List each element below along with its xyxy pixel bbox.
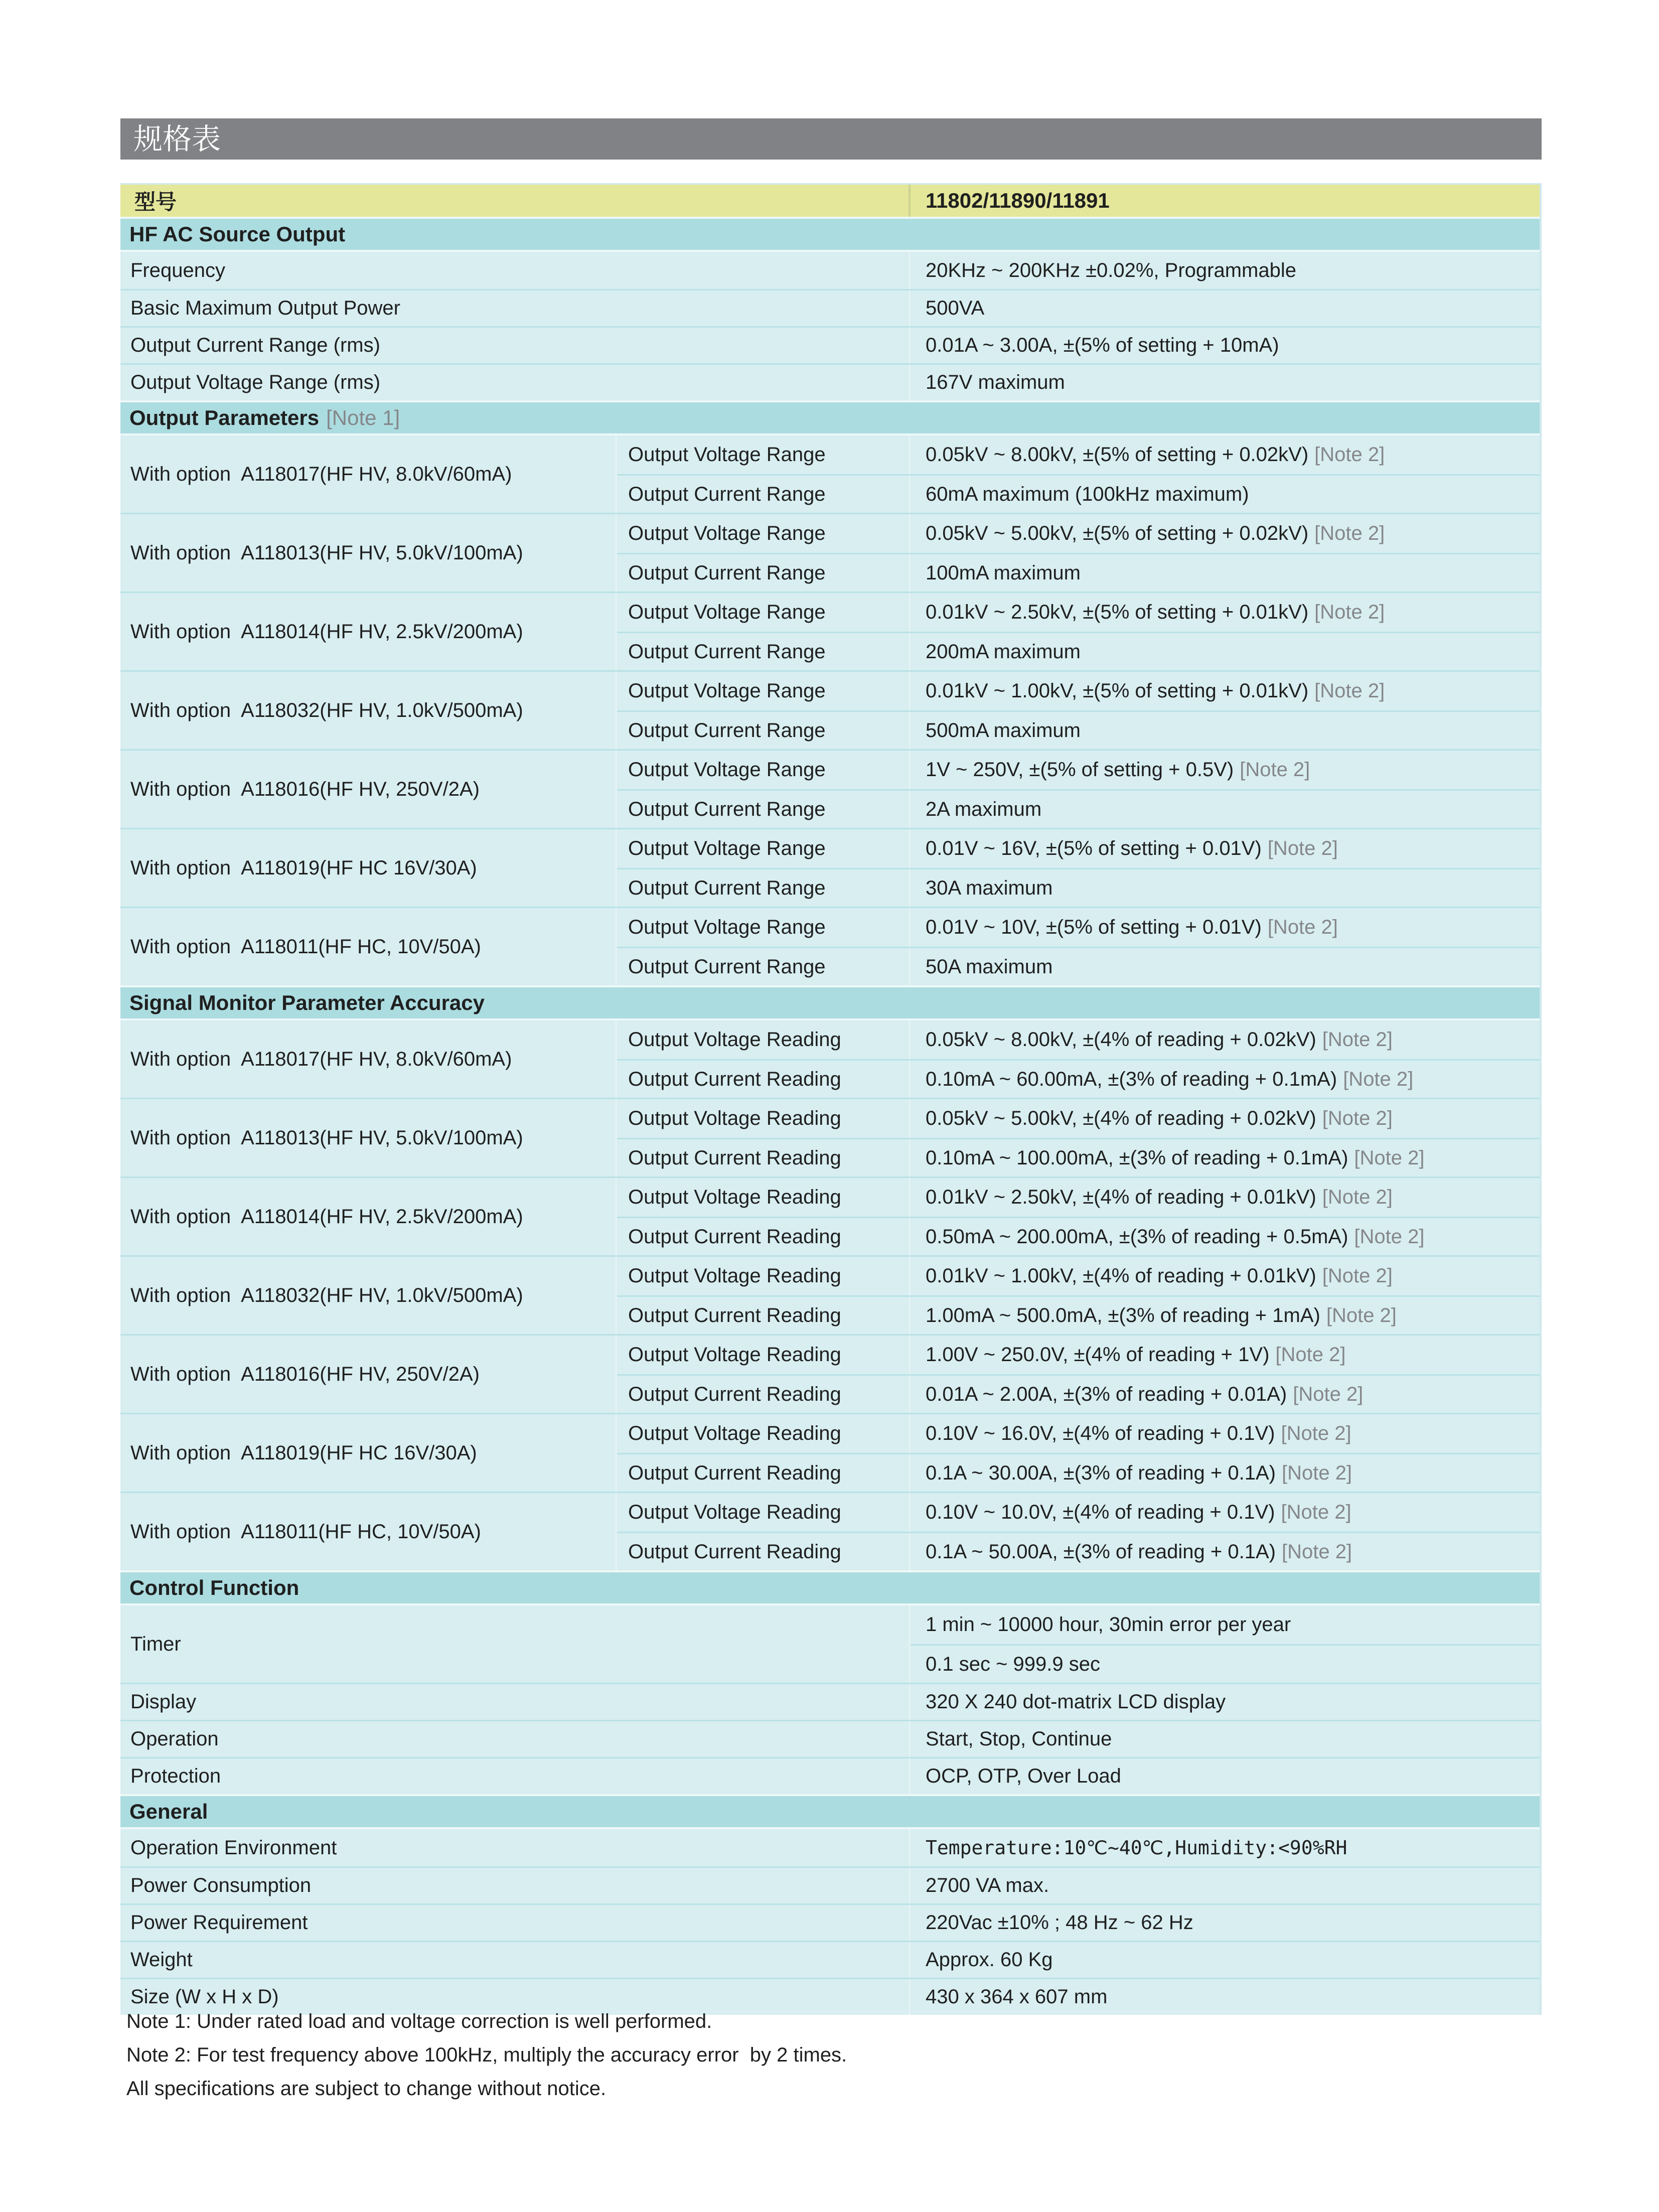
parameter-label: Output Voltage Reading [617,1020,911,1059]
value-text: 430 x 364 x 607 mm [926,1986,1108,2008]
sub-row [617,1138,1540,1176]
row-label: With option A118016(HF HV, 250V/2A) [120,751,617,828]
sub-row [617,789,1540,828]
section-title-note: [Note 1] [326,406,400,429]
table-row [120,326,1540,363]
value-text: 0.1A ~ 50.00A, ±(3% of reading + 0.1A) [926,1540,1276,1563]
parameter-label: Output Voltage Range [617,435,911,474]
parameter-label: Output Voltage Reading [617,1178,911,1217]
row-value [911,435,1540,474]
value-text: 100mA maximum [926,561,1081,584]
note-reference: [Note 2] [1314,522,1385,544]
option-sub-rows [617,908,1540,985]
note-reference: [Note 2] [1267,916,1338,938]
note-reference: [Note 2] [1322,1028,1393,1051]
row-label: Power Requirement [120,1905,911,1941]
row-value [911,290,1540,326]
value-text: 2700 VA max. [926,1874,1049,1896]
table-row [120,1176,1540,1255]
table-row [120,289,1540,326]
table-row [120,828,1540,907]
note-reference: [Note 2] [1267,837,1338,859]
row-value [911,1979,1540,2015]
option-sub-rows [617,435,1540,513]
option-sub-rows [617,593,1540,670]
parameter-label: Output Voltage Reading [617,1414,911,1453]
parameter-label: Output Voltage Range [617,908,911,947]
parameter-label: Output Current Reading [617,1061,911,1098]
value-text: Temperature:10℃~40℃,Humidity:<90%RH [926,1837,1347,1859]
sub-row [617,435,1540,474]
value-text: 500VA [926,297,985,319]
value-text: 0.10mA ~ 60.00mA, ±(3% of reading + 0.1mA) [926,1068,1337,1090]
parameter-label: Output Current Range [617,712,911,749]
row-label: With option A118011(HF HC, 10V/50A) [120,1493,617,1570]
row-label: With option A118011(HF HC, 10V/50A) [120,908,617,985]
table-row [120,749,1540,828]
row-value [911,1139,1540,1176]
parameter-label: Output Current Reading [617,1376,911,1413]
sub-row [617,908,1540,947]
row-label: With option A118014(HF HV, 2.5kV/200mA) [120,1178,617,1255]
parameter-label: Output Current Reading [617,1297,911,1334]
sub-row [617,829,1540,868]
parameter-label: Output Current Range [617,791,911,828]
value-text: 1.00mA ~ 500.0mA, ±(3% of reading + 1mA) [926,1304,1320,1326]
value-text: 0.01kV ~ 1.00kV, ±(4% of reading + 0.01kV) [926,1265,1316,1287]
value-text: 20KHz ~ 200KHz ±0.02%, Programmable [926,259,1296,281]
value-text: 0.01kV ~ 2.50kV, ±(4% of reading + 0.01kV) [926,1186,1316,1208]
value-text: 60mA maximum (100kHz maximum) [926,483,1249,505]
parameter-label: Output Current Reading [617,1139,911,1176]
section-title: General [129,1800,208,1823]
row-label: With option A118013(HF HV, 5.0kV/100mA) [120,1099,617,1176]
note-reference: [Note 2] [1314,601,1385,623]
row-value [911,1257,1540,1295]
row-value [911,1376,1540,1413]
table-row [120,907,1540,985]
section-title: Output Parameters [129,406,320,429]
sub-row [911,1605,1540,1644]
option-sub-rows [617,1336,1540,1413]
row-label: With option A118017(HF HV, 8.0kV/60mA) [120,1020,617,1098]
value-text: 0.05kV ~ 5.00kV, ±(4% of reading + 0.02kV) [926,1107,1316,1129]
row-label: Basic Maximum Output Power [120,290,911,326]
parameter-label: Output Current Reading [617,1218,911,1255]
option-sub-rows [617,751,1540,828]
parameter-label: Output Voltage Reading [617,1257,911,1295]
value-text: 0.01V ~ 10V, ±(5% of setting + 0.01V) [926,916,1262,938]
row-label: Operation [120,1721,911,1757]
row-value [911,554,1540,592]
value-text: 0.01A ~ 2.00A, ±(3% of reading + 0.01A) [926,1383,1287,1405]
row-value [911,1218,1540,1255]
table-row [120,1903,1540,1941]
note-reference: [Note 2] [1322,1107,1393,1129]
value-text: 0.10mA ~ 100.00mA, ±(3% of reading + 0.1mA) [926,1146,1348,1169]
value-text: 1 min ~ 10000 hour, 30min error per year [926,1613,1291,1636]
parameter-label: Output Current Range [617,948,911,985]
row-label: Weight [120,1942,911,1978]
option-sub-rows [617,1257,1540,1334]
row-value [911,1533,1540,1570]
value-text: 0.10V ~ 16.0V, ±(4% of reading + 0.1V) [926,1422,1275,1444]
sub-row [617,947,1540,985]
row-label: With option A118017(HF HV, 8.0kV/60mA) [120,435,617,513]
footnote-line: All specifications are subject to change without notice. [126,2078,607,2100]
table-row [120,1829,1540,1866]
sub-row [617,632,1540,670]
row-label: With option A118032(HF HV, 1.0kV/500mA) [120,672,617,749]
value-text: OCP, OTP, Over Load [926,1765,1121,1787]
row-label: Output Current Range (rms) [120,328,911,363]
row-value [911,1297,1540,1334]
row-value [911,869,1540,907]
sub-row [617,1178,1540,1217]
value-text: 0.05kV ~ 5.00kV, ±(5% of setting + 0.02kV) [926,522,1309,544]
row-value [911,1414,1540,1453]
parameter-label: Output Voltage Reading [617,1493,911,1532]
value-text: 0.50mA ~ 200.00mA, ±(3% of reading + 0.5mA) [926,1225,1348,1248]
parameter-label: Output Voltage Reading [617,1099,911,1138]
table-row [120,670,1540,749]
section-title: HF AC Source Output [129,222,346,246]
value-text: 30A maximum [926,876,1053,899]
value-text: 167V maximum [926,371,1065,393]
row-value [911,1336,1540,1374]
value-text: 1V ~ 250V, ±(5% of setting + 0.5V) [926,759,1234,781]
multi-value-rows [911,1605,1540,1683]
note-reference: [Note 2] [1343,1068,1414,1090]
section-header [120,400,1540,435]
table-row [120,1020,1540,1098]
sub-row [617,672,1540,710]
row-label: Timer [120,1605,911,1683]
sub-row [617,1336,1540,1374]
sub-row [617,1493,1540,1532]
row-label: With option A118014(HF HV, 2.5kV/200mA) [120,593,617,670]
row-value [911,1684,1540,1720]
value-text: 200mA maximum [926,640,1081,663]
row-value [911,252,1540,289]
table-row [120,363,1540,400]
section-header [120,1794,1540,1829]
section-header [120,217,1540,252]
option-sub-rows [617,1099,1540,1176]
section-header [120,1570,1540,1605]
value-text: 2A maximum [926,798,1042,820]
table-row [120,1334,1540,1413]
table-row [120,592,1540,670]
footnotes [126,2005,847,2106]
page-title: 规格表 [120,118,1542,160]
sub-row [617,1217,1540,1255]
row-value [911,514,1540,553]
sub-row [617,1453,1540,1492]
sub-row [617,1020,1540,1059]
parameter-label: Output Current Reading [617,1454,911,1492]
note-reference: [Note 2] [1281,1461,1352,1484]
row-label: Display [120,1684,911,1720]
table-row [120,513,1540,592]
table-row [120,1255,1540,1334]
parameter-label: Output Voltage Range [617,751,911,789]
sub-row [617,1257,1540,1295]
note-reference: [Note 2] [1275,1344,1346,1366]
row-value [911,751,1540,789]
row-value [911,1178,1540,1217]
table-row [120,435,1540,513]
row-value [911,948,1540,985]
note-reference: [Note 2] [1281,1501,1351,1523]
model-label: 型号 [120,185,911,217]
value-text: 0.05kV ~ 8.00kV, ±(5% of setting + 0.02kV) [926,444,1309,466]
sub-row [617,474,1540,513]
sub-row [617,751,1540,789]
value-text: 220Vac ±10% ; 48 Hz ~ 62 Hz [926,1911,1193,1934]
model-value: 11802/11890/11891 [926,189,1110,212]
note-reference: [Note 2] [1322,1186,1393,1208]
row-label: With option A118016(HF HV, 250V/2A) [120,1336,617,1413]
table-row [120,252,1540,289]
table-row [120,1492,1540,1570]
spec-table [120,183,1542,2015]
row-label: Protection [120,1758,911,1794]
row-value [911,1605,1540,1644]
row-value [911,1758,1540,1794]
note-reference: [Note 2] [1326,1304,1397,1326]
row-value [911,328,1540,363]
row-value [911,791,1540,828]
table-header-row [120,185,1540,217]
note-reference: [Note 2] [1240,759,1310,781]
sub-row [617,1414,1540,1453]
sub-row [617,593,1540,632]
row-value [911,476,1540,513]
footnote-line: Note 1: Under rated load and voltage correction is well performed. [126,2010,712,2032]
row-value [911,1868,1540,1903]
option-sub-rows [617,1020,1540,1098]
row-label: With option A118019(HF HC 16V/30A) [120,829,617,907]
parameter-label: Output Current Reading [617,1533,911,1570]
parameter-label: Output Current Range [617,554,911,592]
parameter-label: Output Voltage Range [617,514,911,553]
row-value [911,593,1540,632]
row-label: With option A118013(HF HV, 5.0kV/100mA) [120,514,617,592]
table-row [120,1098,1540,1176]
note-reference: [Note 2] [1281,1540,1352,1563]
parameter-label: Output Voltage Range [617,672,911,710]
value-text: 0.1A ~ 30.00A, ±(3% of reading + 0.1A) [926,1461,1276,1484]
parameter-label: Output Current Range [617,869,911,907]
table-row [120,1720,1540,1757]
row-label: Size (W x H x D) [120,1979,911,2015]
note-reference: [Note 2] [1354,1146,1425,1169]
sub-row [617,1059,1540,1098]
parameter-label: Output Voltage Reading [617,1336,911,1374]
note-reference: [Note 2] [1293,1383,1364,1405]
sub-row [617,1374,1540,1413]
table-row [120,1866,1540,1903]
sub-row [617,1295,1540,1334]
table-row [120,1413,1540,1492]
sub-row [617,553,1540,592]
sub-row [617,868,1540,907]
value-text: Approx. 60 Kg [926,1949,1053,1971]
table-row [120,1605,1540,1683]
row-value [911,1493,1540,1532]
parameter-label: Output Voltage Range [617,593,911,632]
option-sub-rows [617,1493,1540,1570]
row-value [911,1721,1540,1757]
row-value [911,1905,1540,1941]
sub-row [617,1099,1540,1138]
value-text: 0.10V ~ 10.0V, ±(4% of reading + 0.1V) [926,1501,1275,1523]
note-reference: [Note 2] [1281,1422,1351,1444]
value-text: 50A maximum [926,955,1053,978]
note-reference: [Note 2] [1314,444,1385,466]
value-text: Start, Stop, Continue [926,1728,1112,1750]
sub-row [617,1532,1540,1570]
section-title: Signal Monitor Parameter Accuracy [129,991,485,1014]
row-value [911,1099,1540,1138]
row-value [911,908,1540,947]
value-text: 0.01kV ~ 2.50kV, ±(5% of setting + 0.01kV) [926,601,1309,623]
table-row [120,1683,1540,1720]
table-row [120,1941,1540,1978]
row-value [911,712,1540,749]
value-text: 500mA maximum [926,719,1081,742]
row-label: Operation Environment [120,1829,911,1866]
sub-row [617,710,1540,749]
row-value [911,633,1540,670]
option-sub-rows [617,1414,1540,1492]
value-text: 320 X 240 dot-matrix LCD display [926,1691,1226,1713]
value-text: 0.01V ~ 16V, ±(5% of setting + 0.01V) [926,837,1262,859]
row-value [911,829,1540,868]
option-sub-rows [617,514,1540,592]
row-value [911,1646,1540,1683]
sub-row [617,514,1540,553]
note-reference: [Note 2] [1354,1225,1425,1248]
row-label: Output Voltage Range (rms) [120,365,911,400]
row-value [911,672,1540,710]
table-row [120,1757,1540,1794]
parameter-label: Output Voltage Range [617,829,911,868]
parameter-label: Output Current Range [617,476,911,513]
value-text: 0.01A ~ 3.00A, ±(5% of setting + 10mA) [926,334,1279,356]
row-label: Frequency [120,252,911,289]
section-title: Control Function [129,1576,299,1599]
row-value [911,1020,1540,1059]
value-text: 1.00V ~ 250.0V, ±(4% of reading + 1V) [926,1344,1270,1366]
row-label: With option A118032(HF HV, 1.0kV/500mA) [120,1257,617,1334]
row-value [911,1061,1540,1098]
row-label: With option A118019(HF HC 16V/30A) [120,1414,617,1492]
value-text: 0.01kV ~ 1.00kV, ±(5% of setting + 0.01kV) [926,680,1309,702]
option-sub-rows [617,1178,1540,1255]
row-value [911,1942,1540,1978]
row-value [911,1454,1540,1492]
row-value [911,1829,1540,1866]
note-reference: [Note 2] [1322,1265,1393,1287]
section-header [120,985,1540,1020]
sub-row [911,1644,1540,1683]
note-reference: [Note 2] [1314,680,1385,702]
value-text: 0.05kV ~ 8.00kV, ±(4% of reading + 0.02kV) [926,1028,1316,1051]
value-text: 0.1 sec ~ 999.9 sec [926,1653,1101,1675]
footnote-line: Note 2: For test frequency above 100kHz, multiply the accuracy error by 2 times. [126,2044,847,2066]
row-label: Power Consumption [120,1868,911,1903]
parameter-label: Output Current Range [617,633,911,670]
option-sub-rows [617,672,1540,749]
row-value [911,365,1540,400]
option-sub-rows [617,829,1540,907]
